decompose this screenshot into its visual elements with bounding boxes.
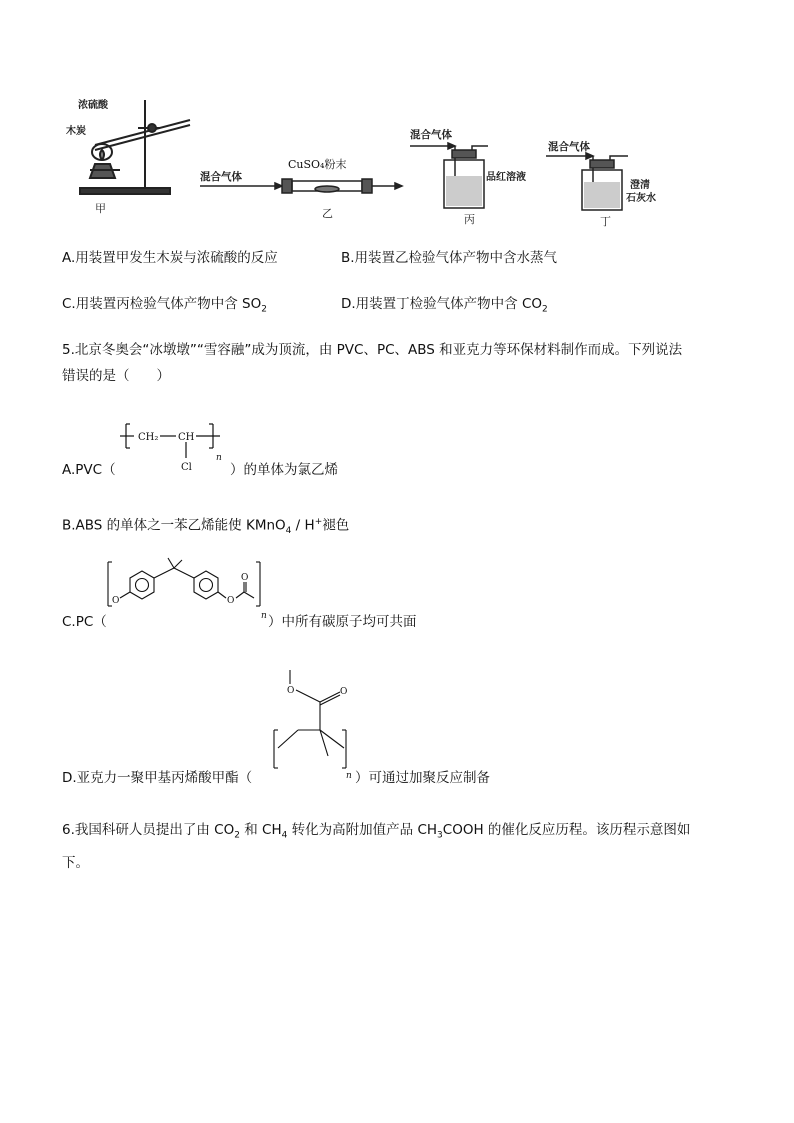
q4-option-c-sub: 2 <box>261 304 267 315</box>
pc-o-left: O <box>112 596 120 606</box>
apparatus-figure <box>60 90 700 230</box>
yi-reagent-label: CuSO₄粉末 <box>288 158 347 171</box>
bing-caption: 丙 <box>464 213 475 226</box>
q4-option-c-text: C.用装置丙检验气体产物中含 SO <box>62 296 262 312</box>
pvc-structure <box>110 416 235 478</box>
apparatus-bing <box>410 143 488 208</box>
q4-option-d-text: D.用装置丁检验气体产物中含 CO <box>341 296 543 312</box>
q5-stem-line2: 错误的是（ ） <box>62 368 170 384</box>
ding-caption: 丁 <box>600 215 611 228</box>
pmma-structure <box>262 660 360 782</box>
q4-option-d <box>341 294 548 320</box>
apparatus-ding <box>546 153 628 210</box>
q5-stem-line1: 5.北京冬奥会“冰墩墩”“雪容融”成为顶流，由 PVC、PC、ABS 和亚克力等环保材料制作而成。下列说法 <box>62 342 683 358</box>
q5-option-b-text: B.ABS 的单体之一苯乙烯能使 KMnO <box>62 517 286 534</box>
pc-structure <box>104 556 272 628</box>
q6-text-d: COOH 的催化反应历程。该历程示意图如 <box>442 822 691 838</box>
jia-acid-label: 浓硫酸 <box>78 100 108 111</box>
q6-sub-3: 3 <box>437 830 443 841</box>
q4-option-d-sub: 2 <box>542 304 548 315</box>
ding-solution-label-1: 澄清 <box>630 180 650 191</box>
pmma-o-ether: O <box>287 686 295 696</box>
q6-text-b: 和 CH <box>239 822 282 838</box>
q6-sub-2: 4 <box>281 830 288 841</box>
q5-option-a-pre: A.PVC（ <box>62 462 116 478</box>
pvc-n: n <box>216 453 222 463</box>
pc-n: n <box>261 611 267 621</box>
q4-option-c <box>62 294 267 320</box>
q5-option-b-mid: / H <box>291 517 315 534</box>
pc-o-carbonyl: O <box>241 573 249 583</box>
yi-caption: 乙 <box>322 207 333 220</box>
ding-solution-label-2: 石灰水 <box>626 193 656 204</box>
q5-option-d-post: ）可通过加聚反应制备 <box>355 770 490 786</box>
pc-o-ester: O <box>227 596 235 606</box>
pmma-o-carbonyl: O <box>340 687 348 697</box>
q5-option-b <box>62 512 349 541</box>
pvc-cl: Cl <box>181 462 192 473</box>
q5-option-a-post: ）的单体为氯乙烯 <box>230 462 338 478</box>
bing-solution-label: 品红溶液 <box>486 172 526 183</box>
jia-caption: 甲 <box>95 202 106 215</box>
yi-gas-label: 混合气体 <box>200 171 242 183</box>
bing-gas-label: 混合气体 <box>410 129 452 141</box>
q6-stem-line1 <box>62 820 690 846</box>
pvc-ch: CH <box>178 432 195 443</box>
q4-option-a: A.用装置甲发生木炭与浓硫酸的反应 <box>62 250 278 266</box>
q6-sub-1: 2 <box>234 830 240 841</box>
pmma-n: n <box>346 771 352 781</box>
q5-option-c-pre: C.PC（ <box>62 614 107 630</box>
apparatus-jia <box>80 100 190 194</box>
q5-option-c-post: ）中所有碳原子均可共面 <box>268 614 417 630</box>
ding-gas-label: 混合气体 <box>548 141 590 153</box>
q5-option-d-pre: D.亚克力一聚甲基丙烯酸甲酯（ <box>62 770 253 786</box>
jia-carbon-label: 木炭 <box>66 126 86 137</box>
q4-option-b: B.用装置乙检验气体产物中含水蒸气 <box>341 250 558 266</box>
q6-text-c: 转化为高附加值产品 CH <box>287 822 438 838</box>
q6-text-a: 6.我国科研人员提出了由 CO <box>62 822 235 838</box>
q5-option-b-sup: + <box>314 517 323 527</box>
q6-stem-line2: 下。 <box>62 855 89 871</box>
pvc-ch2: CH₂ <box>138 432 159 443</box>
q5-option-b-sub: 4 <box>285 526 292 537</box>
q5-option-b-post: 褪色 <box>322 517 350 534</box>
